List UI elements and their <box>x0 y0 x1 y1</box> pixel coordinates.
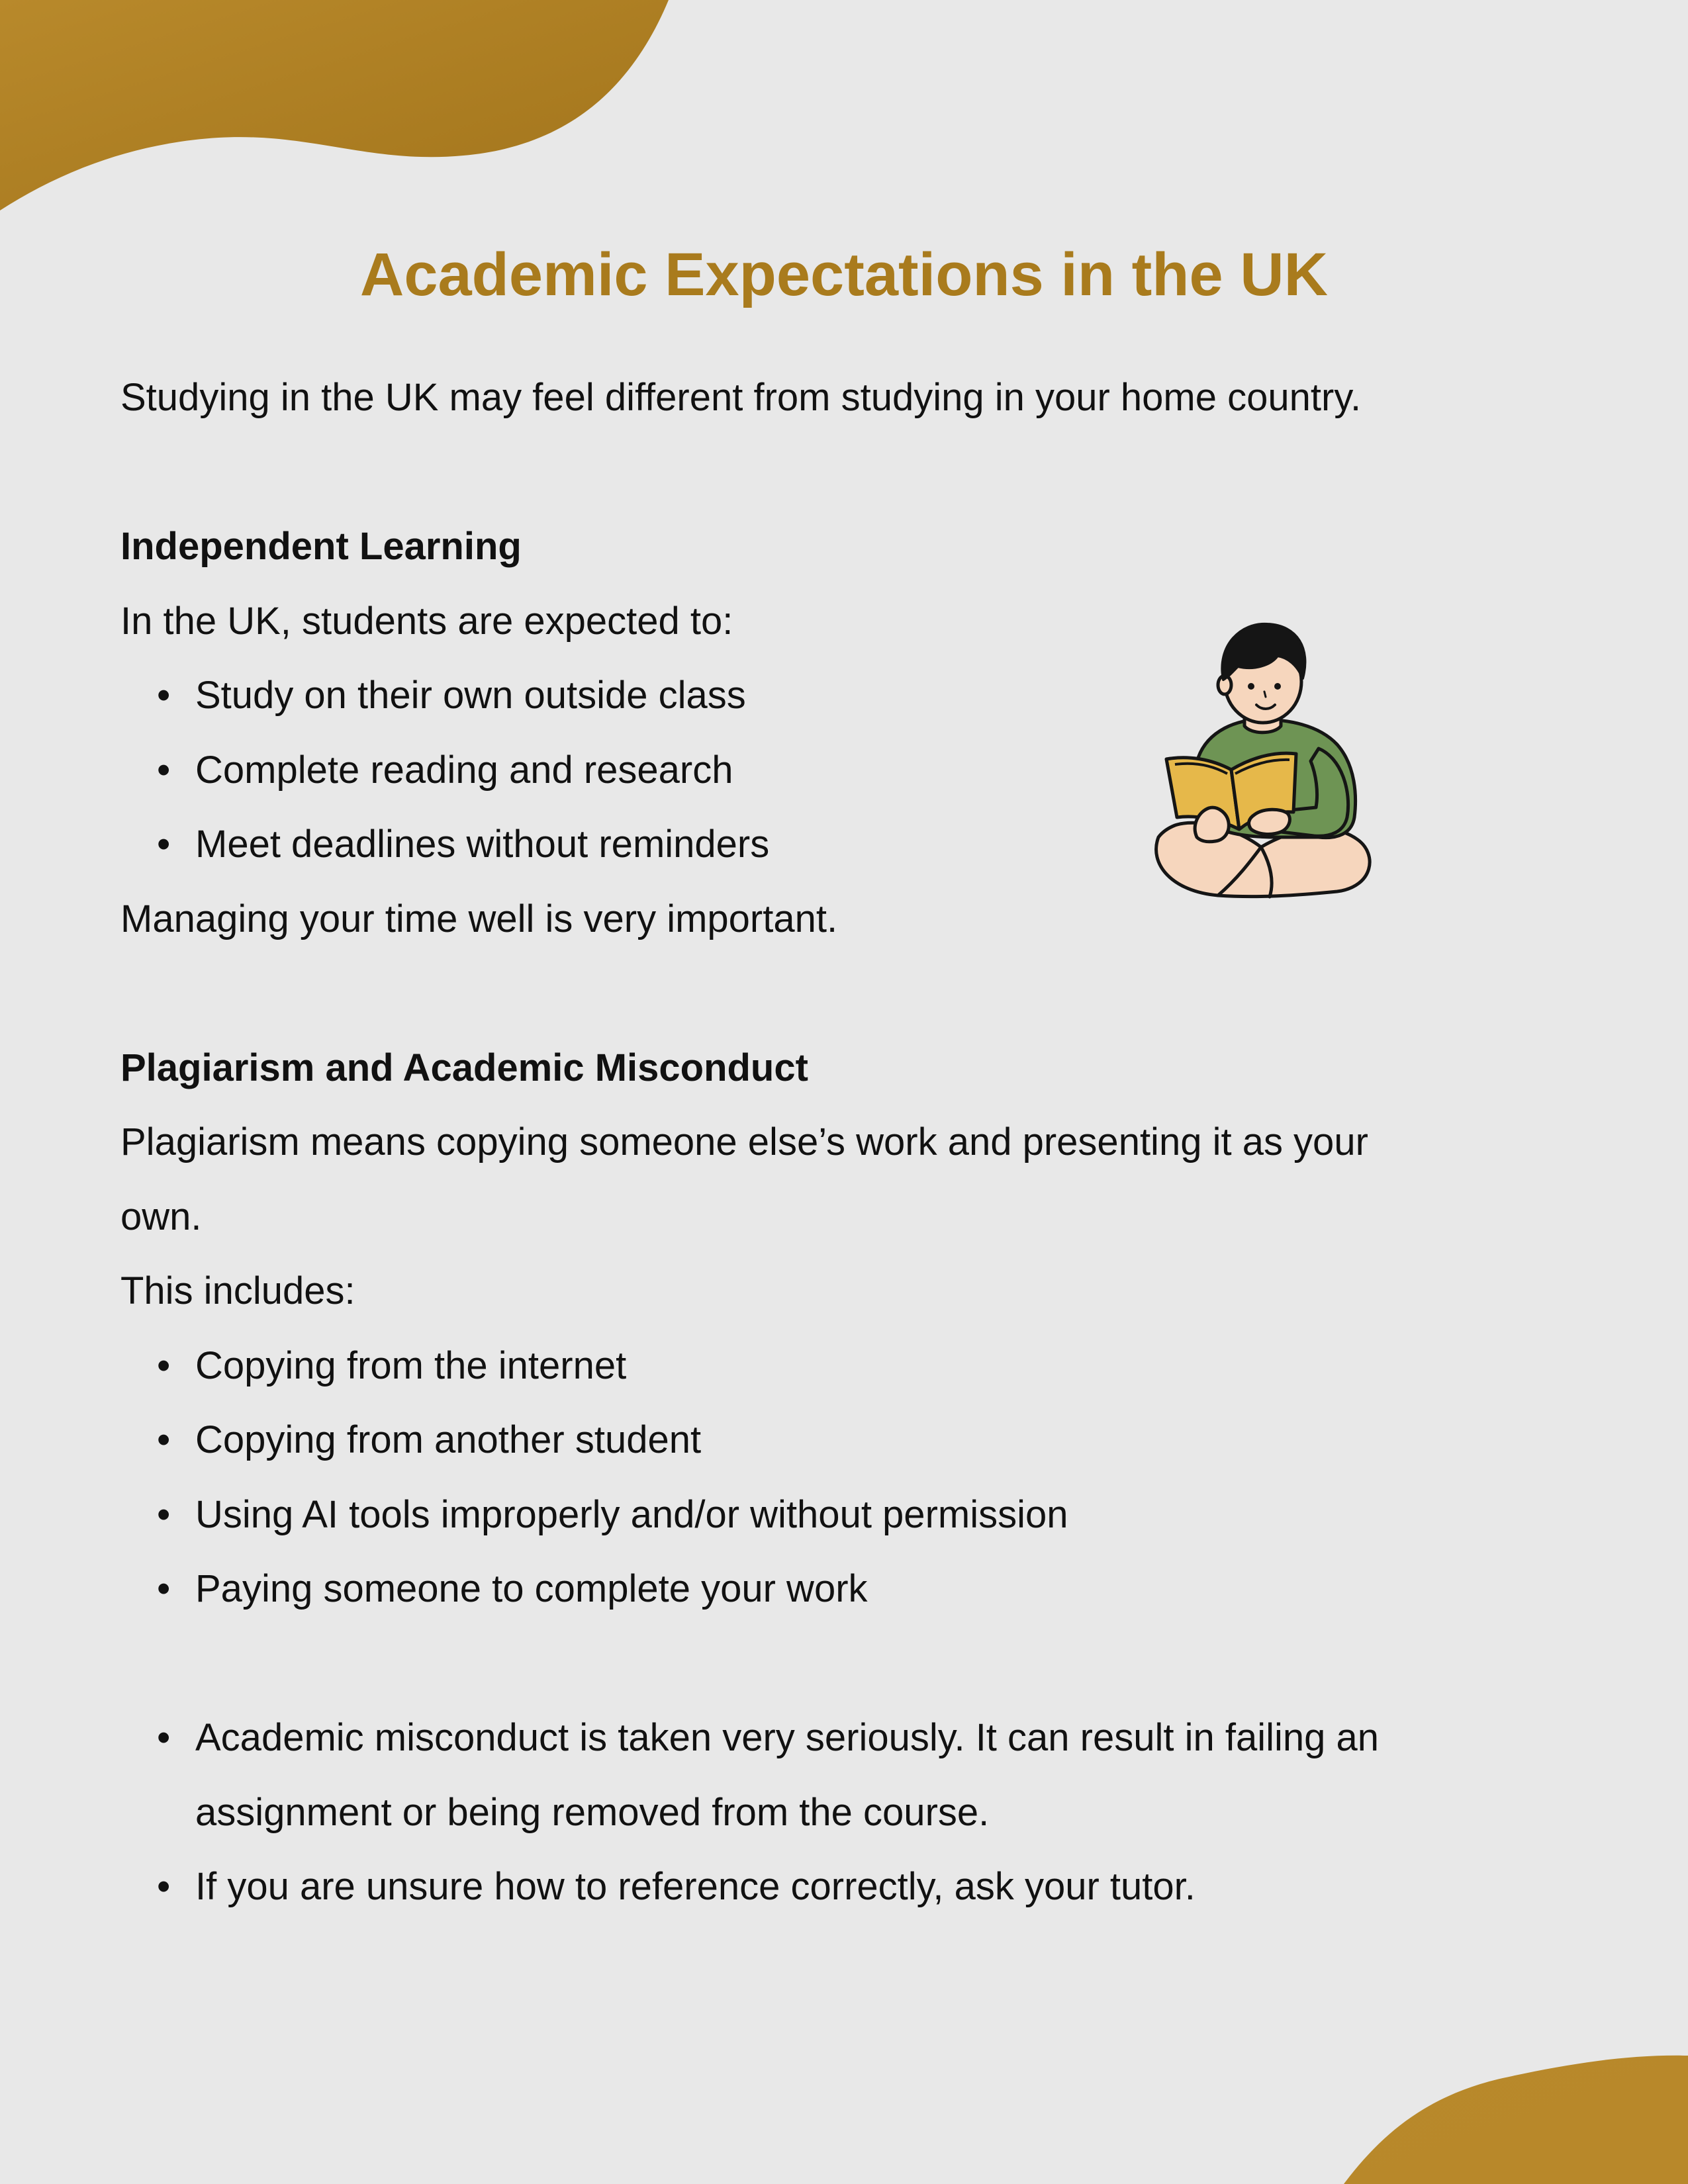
note-line: Academic misconduct is taken very seriously. It can result in failing an <box>195 1716 1380 1759</box>
plagiarism-definition-line: own. <box>120 1195 202 1238</box>
plagiarism-heading: Plagiarism and Academic Misconduct <box>120 1046 808 1089</box>
note-line: If you are unsure how to reference correctly, ask your tutor. <box>195 1865 1196 1908</box>
list-item: • Meet deadlines without reminders <box>195 807 1544 882</box>
list-item: • Paying someone to complete your work <box>195 1552 1544 1627</box>
plagiarism-list <box>120 1329 1544 1627</box>
note-line: assignment or being removed from the course. <box>195 1790 990 1834</box>
spacer <box>120 956 1544 1031</box>
independent-learning-heading: Independent Learning <box>120 525 522 568</box>
misconduct-notes-list <box>120 1701 1544 1925</box>
page-title: Academic Expectations in the UK <box>359 241 1329 308</box>
list-item: • Copying from the internet <box>195 1329 1544 1404</box>
independent-learning-lead: In the UK, students are expected to: <box>120 599 733 643</box>
list-item: • Using AI tools improperly and/or without permission <box>195 1478 1544 1553</box>
spacer <box>120 1627 1544 1702</box>
plagiarism-lead: This includes: <box>120 1269 355 1312</box>
main-content <box>120 361 1544 1925</box>
list-item <box>195 1701 1544 1850</box>
spacer <box>120 435 1544 510</box>
list-item: • Copying from another student <box>195 1403 1544 1478</box>
student-reading-book-icon <box>1145 619 1377 903</box>
time-management-text: Managing your time well is very important. <box>120 897 838 940</box>
bottom-right-wave-decoration <box>1344 2052 1688 2184</box>
list-item: • Study on their own outside class <box>195 659 1544 733</box>
plagiarism-definition <box>120 1105 1544 1254</box>
list-item: • Complete reading and research <box>195 733 1544 808</box>
intro-text: Studying in the UK may feel different from studying in your home country. <box>120 376 1362 419</box>
plagiarism-definition-line: Plagiarism means copying someone else’s work and presenting it as your <box>120 1120 1368 1163</box>
list-item <box>195 1850 1544 1925</box>
top-left-wave-decoration <box>0 0 669 212</box>
